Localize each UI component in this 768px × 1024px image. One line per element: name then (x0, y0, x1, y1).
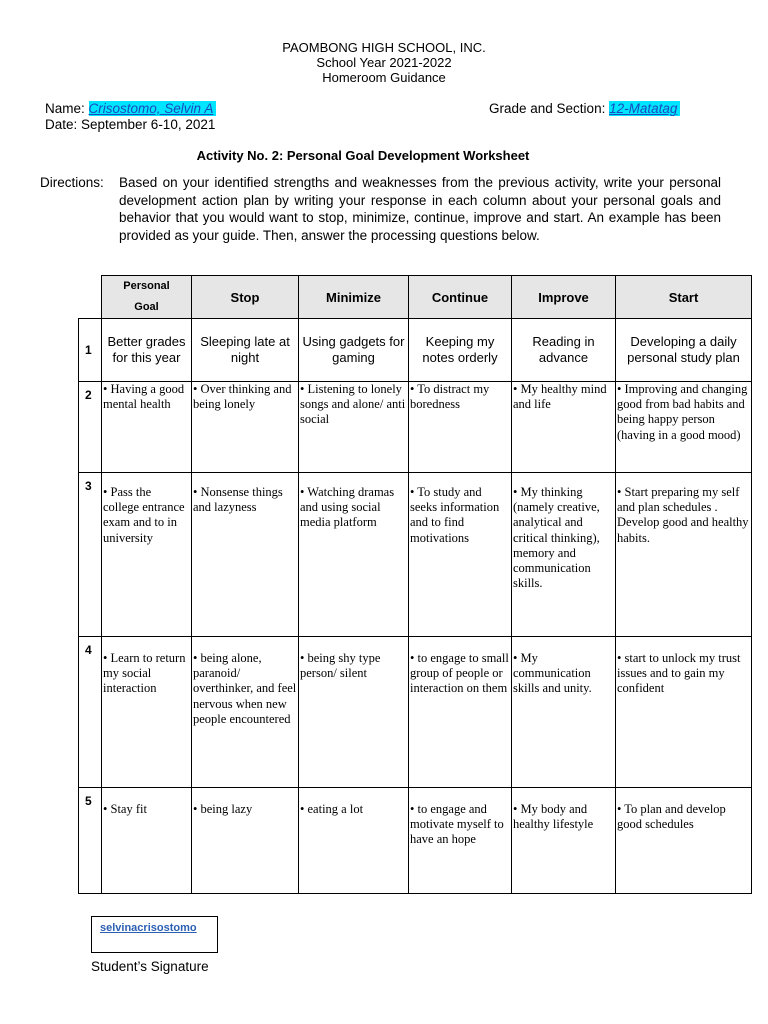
stop-cell: • being lazy (192, 788, 299, 894)
minimize-cell: Using gadgets for gaming (299, 319, 409, 382)
grade-value: 12-Matatag (609, 101, 680, 116)
header-personal-goal (102, 276, 192, 319)
goal-cell: • Learn to return my social interaction (102, 637, 192, 788)
name-value: Crisostomo, Selvin A (89, 101, 217, 116)
subject-title: Homeroom Guidance (322, 70, 446, 85)
start-cell: • Improving and changing good from bad habits and being happy person (having in a good mood) (616, 382, 752, 473)
stop-cell: • being alone, paranoid/ overthinker, and feel nervous when new people encountered (192, 637, 299, 788)
start-cell: • To plan and develop good schedules (616, 788, 752, 894)
directions-label: Directions: (40, 175, 104, 190)
minimize-cell: • being shy type person/ silent (299, 637, 409, 788)
continue-cell: • to engage to small group of people or interaction on them (409, 637, 512, 788)
stop-cell: • Nonsense things and lazyness (192, 473, 299, 637)
continue-cell: Keeping my notes orderly (409, 319, 512, 382)
improve-cell: Reading in advance (512, 319, 616, 382)
start-cell: • start to unlock my trust issues and to gain my confident (616, 637, 752, 788)
row-number: 1 (79, 319, 102, 382)
goal-cell: • Pass the college entrance exam and to in university (102, 473, 192, 637)
improve-cell: • My communication skills and unity. (512, 637, 616, 788)
minimize-cell: • Watching dramas and using social media platform (299, 473, 409, 637)
table-row (79, 382, 752, 473)
header-continue: Continue (409, 276, 512, 319)
header-stop: Stop (192, 276, 299, 319)
school-name: PAOMBONG HIGH SCHOOL, INC. (282, 40, 486, 55)
table-row (79, 473, 752, 637)
activity-title: Activity No. 2: Personal Goal Development Worksheet (196, 148, 530, 163)
continue-cell: • To study and seeks information and to find motivations (409, 473, 512, 637)
header-corner (79, 276, 102, 319)
grade-label: Grade and Section: (489, 101, 606, 116)
improve-cell: • My body and healthy lifestyle (512, 788, 616, 894)
minimize-cell: • Listening to lonely songs and alone/ anti social (299, 382, 409, 473)
signature-box (91, 916, 218, 953)
goal-cell: Better grades for this year (102, 319, 192, 382)
improve-cell: • My healthy mind and life (512, 382, 616, 473)
continue-cell: • to engage and motivate myself to have an hope (409, 788, 512, 894)
row-number: 2 (79, 382, 102, 473)
row-number: 5 (79, 788, 102, 894)
stop-cell: Sleeping late at night (192, 319, 299, 382)
directions-text: Based on your identified strengths and weaknesses from the previous activity, write your personal development action plan by writing your response in each column about your personal goals and behavior that you would want to stop, minimize, continue, improve and start. An example has been provided as your guide. Then, answer the processing questions below. (119, 175, 721, 243)
header-goal-line1: Personal (123, 280, 170, 292)
continue-cell: • To distract my boredness (409, 382, 512, 473)
header-improve: Improve (512, 276, 616, 319)
table-row (79, 319, 752, 382)
row-number: 3 (79, 473, 102, 637)
signature-name: selvinacrisostomo (100, 922, 197, 934)
stop-cell: • Over thinking and being lonely (192, 382, 299, 473)
table-row (79, 637, 752, 788)
header-start: Start (616, 276, 752, 319)
signature-label: Student’s Signature (91, 959, 209, 974)
grade-field (489, 101, 680, 117)
row-number: 4 (79, 637, 102, 788)
table-row (79, 788, 752, 894)
start-cell: Developing a daily personal study plan (616, 319, 752, 382)
start-cell: • Start preparing my self and plan schedules . Develop good and healthy habits. (616, 473, 752, 637)
name-field (45, 101, 216, 117)
header-row (79, 276, 752, 319)
name-label: Name: (45, 101, 85, 116)
improve-cell: • My thinking (namely creative, analytical and critical thinking), memory and communication skills. (512, 473, 616, 637)
goal-cell: • Having a good mental health (102, 382, 192, 473)
school-year: School Year 2021-2022 (316, 55, 452, 70)
header-minimize: Minimize (299, 276, 409, 319)
goal-worksheet-table (78, 275, 752, 894)
goal-cell: • Stay fit (102, 788, 192, 894)
minimize-cell: • eating a lot (299, 788, 409, 894)
header-goal-line2: Goal (134, 301, 159, 313)
date-field: Date: September 6-10, 2021 (45, 117, 216, 132)
